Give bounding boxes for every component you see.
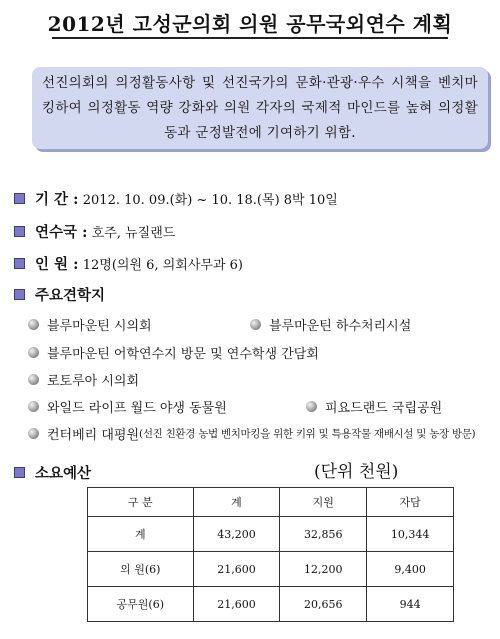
period-value: 2012. 10. 09.(화) ~ 10. 18.(목) 8박 10일 bbox=[82, 193, 338, 208]
period-label: 기 간 : bbox=[35, 191, 79, 208]
table-cell: 21,600 bbox=[193, 587, 280, 622]
visits-label: 주요견학지 bbox=[35, 287, 106, 304]
list-item: 블루마운틴 하수처리시설 bbox=[250, 315, 411, 334]
visit-note: (선진 친환경 농법 벤치마킹을 위한 키위 및 특용작물 재배시설 및 농장 방문) bbox=[139, 428, 476, 440]
round-bullet-icon bbox=[28, 428, 39, 439]
square-bullet-icon bbox=[14, 467, 25, 478]
budget-table bbox=[87, 487, 454, 622]
table-header-cell: 자담 bbox=[367, 488, 454, 517]
table-header-row bbox=[88, 488, 454, 517]
members-label: 인 원 : bbox=[35, 256, 79, 273]
table-row bbox=[88, 587, 454, 622]
table-header-cell: 지원 bbox=[280, 488, 367, 517]
budget-heading bbox=[14, 462, 91, 483]
destination-value: 호주, 뉴질랜드 bbox=[91, 226, 176, 241]
destination-row bbox=[14, 221, 175, 242]
visits-heading bbox=[14, 284, 105, 305]
period-row bbox=[14, 188, 338, 209]
table-header-cell: 계 bbox=[193, 488, 280, 517]
table-cell: 944 bbox=[367, 587, 454, 622]
list-item: 피요드랜드 국립공원 bbox=[306, 397, 442, 416]
table-cell: 의 원(6) bbox=[88, 552, 194, 587]
square-bullet-icon bbox=[14, 193, 25, 204]
page-title: 2012년 고성군의회 의원 공무국외연수 계획 bbox=[47, 12, 453, 36]
table-cell: 32,856 bbox=[280, 517, 367, 552]
list-item: 컨터베리 대평원 (선진 친환경 농법 벤치마킹을 위한 키위 및 특용작물 재배시설 및 농장 방문) bbox=[28, 424, 475, 443]
budget-unit: (단위 천원) bbox=[314, 462, 399, 482]
table-cell: 20,656 bbox=[280, 587, 367, 622]
table-cell: 21,600 bbox=[193, 552, 280, 587]
table-cell: 9,400 bbox=[367, 552, 454, 587]
table-cell: 공무원(6) bbox=[88, 587, 194, 622]
title-underline bbox=[52, 37, 448, 39]
list-item: 블루마운틴 어학연수지 방문 및 연수학생 간담회 bbox=[28, 343, 319, 362]
table-header-cell: 구 분 bbox=[88, 488, 194, 517]
table-cell: 10,344 bbox=[367, 517, 454, 552]
table-cell: 12,200 bbox=[280, 552, 367, 587]
table-row bbox=[88, 552, 454, 587]
list-item: 와일드 라이프 월드 야생 동물원 bbox=[28, 397, 227, 416]
table-row bbox=[88, 517, 454, 552]
budget-label: 소요예산 bbox=[35, 465, 92, 482]
square-bullet-icon bbox=[14, 258, 25, 269]
table-cell: 계 bbox=[88, 517, 194, 552]
square-bullet-icon bbox=[14, 289, 25, 300]
list-item: 로토루아 시의회 bbox=[28, 370, 139, 389]
round-bullet-icon bbox=[28, 319, 39, 330]
destination-label: 연수국 : bbox=[35, 224, 88, 241]
round-bullet-icon bbox=[28, 401, 39, 412]
table-cell: 43,200 bbox=[193, 517, 280, 552]
members-row bbox=[14, 253, 243, 274]
round-bullet-icon bbox=[250, 319, 261, 330]
members-value: 12명(의원 6, 의회사무과 6) bbox=[82, 258, 243, 273]
list-item: 블루마운틴 시의회 bbox=[28, 315, 152, 334]
purpose-box: 선진의회의 의정활동사항 및 선진국가의 문화·관광·우수 시책을 벤치마킹하여 의정활동 역량 강화와 의원 각자의 국제적 마인드를 높혀 의정활동과 군정발전에 기여하기 위함. bbox=[32, 67, 488, 149]
square-bullet-icon bbox=[14, 226, 25, 237]
round-bullet-icon bbox=[306, 401, 317, 412]
round-bullet-icon bbox=[28, 347, 39, 358]
round-bullet-icon bbox=[28, 374, 39, 385]
